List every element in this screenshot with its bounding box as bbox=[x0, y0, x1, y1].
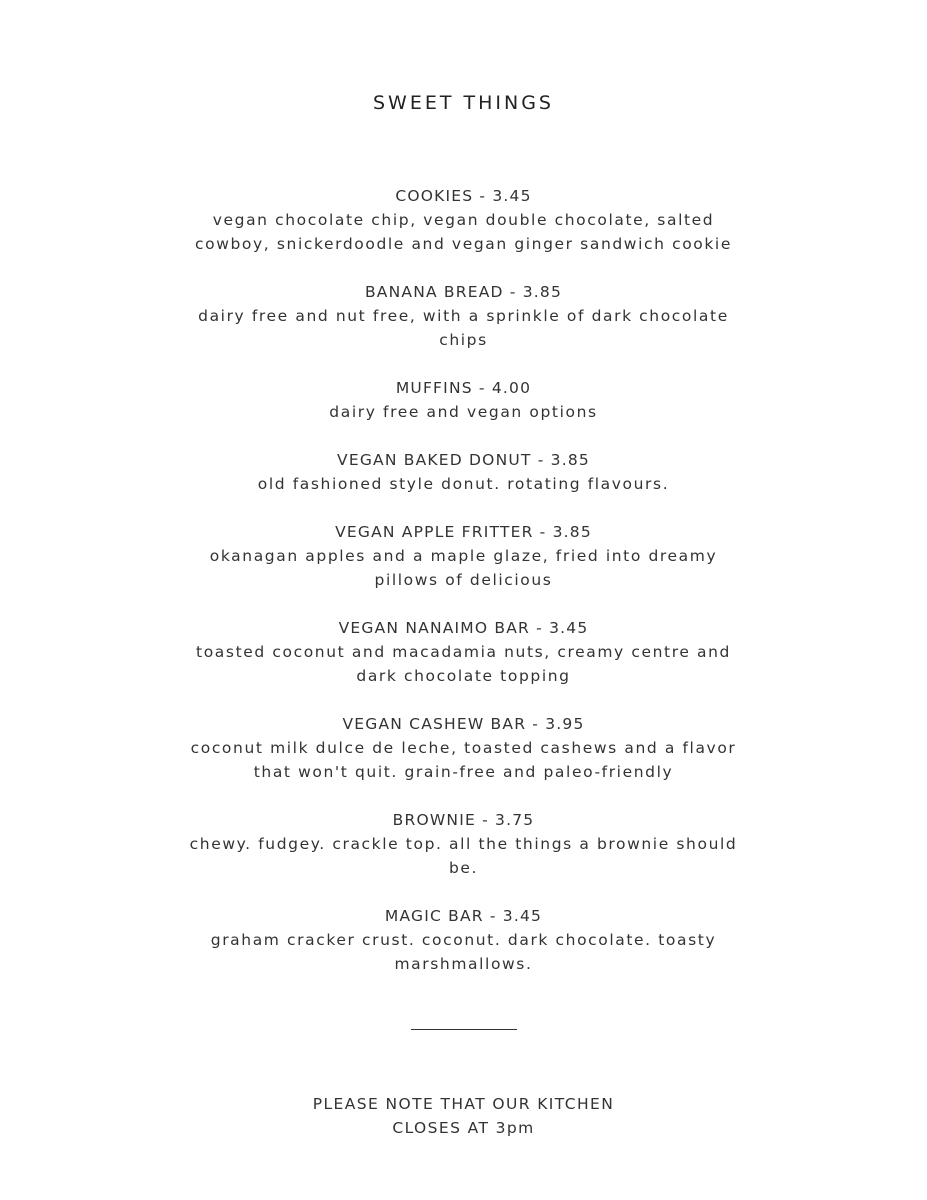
menu-item-cookies bbox=[184, 184, 744, 256]
item-description: dairy free and nut free, with a sprinkle of dark chocolate chips bbox=[198, 307, 729, 349]
menu-list bbox=[0, 184, 927, 1000]
item-heading: BROWNIE - 3.75 bbox=[392, 811, 535, 829]
menu-item-vegan-nanaimo-bar bbox=[184, 616, 744, 688]
item-description: vegan chocolate chip, vegan double chocolate, salted cowboy, snickerdoodle and vegan ginger sandwich cookie bbox=[195, 211, 732, 253]
item-description: old fashioned style donut. rotating flavours. bbox=[257, 475, 670, 493]
item-heading: MAGIC BAR - 3.45 bbox=[384, 907, 543, 925]
menu-item-brownie bbox=[184, 808, 744, 880]
item-heading: BANANA BREAD - 3.85 bbox=[364, 283, 563, 301]
menu-item-magic-bar bbox=[184, 904, 744, 976]
item-heading: VEGAN NANAIMO BAR - 3.45 bbox=[338, 619, 589, 637]
item-heading: COOKIES - 3.45 bbox=[395, 187, 532, 205]
item-description: graham cracker crust. coconut. dark chocolate. toasty marshmallows. bbox=[210, 931, 717, 973]
kitchen-closing-note bbox=[0, 1092, 927, 1140]
item-description: coconut milk dulce de leche, toasted cashews and a flavor that won't quit. grain-free and paleo-friendly bbox=[190, 739, 737, 781]
item-description: toasted coconut and macadamia nuts, creamy centre and dark chocolate topping bbox=[196, 643, 731, 685]
menu-item-vegan-apple-fritter bbox=[184, 520, 744, 592]
divider-line bbox=[411, 1029, 517, 1030]
item-heading: MUFFINS - 4.00 bbox=[395, 379, 532, 397]
item-heading: VEGAN CASHEW BAR - 3.95 bbox=[342, 715, 585, 733]
item-heading: VEGAN BAKED DONUT - 3.85 bbox=[337, 451, 590, 469]
kitchen-note-line-2: CLOSES AT 3pm bbox=[392, 1119, 535, 1137]
menu-item-banana-bread bbox=[184, 280, 744, 352]
item-heading: VEGAN APPLE FRITTER - 3.85 bbox=[335, 523, 592, 541]
menu-item-muffins bbox=[184, 376, 744, 424]
item-description: dairy free and vegan options bbox=[329, 403, 598, 421]
item-description: okanagan apples and a maple glaze, fried into dreamy pillows of delicious bbox=[209, 547, 718, 589]
kitchen-note-line-1: PLEASE NOTE THAT OUR KITCHEN bbox=[312, 1095, 615, 1113]
item-description: chewy. fudgey. crackle top. all the things a brownie should be. bbox=[189, 835, 738, 877]
menu-item-vegan-cashew-bar bbox=[184, 712, 744, 784]
menu-item-vegan-baked-donut bbox=[184, 448, 744, 496]
page-title: SWEET THINGS bbox=[373, 92, 554, 114]
